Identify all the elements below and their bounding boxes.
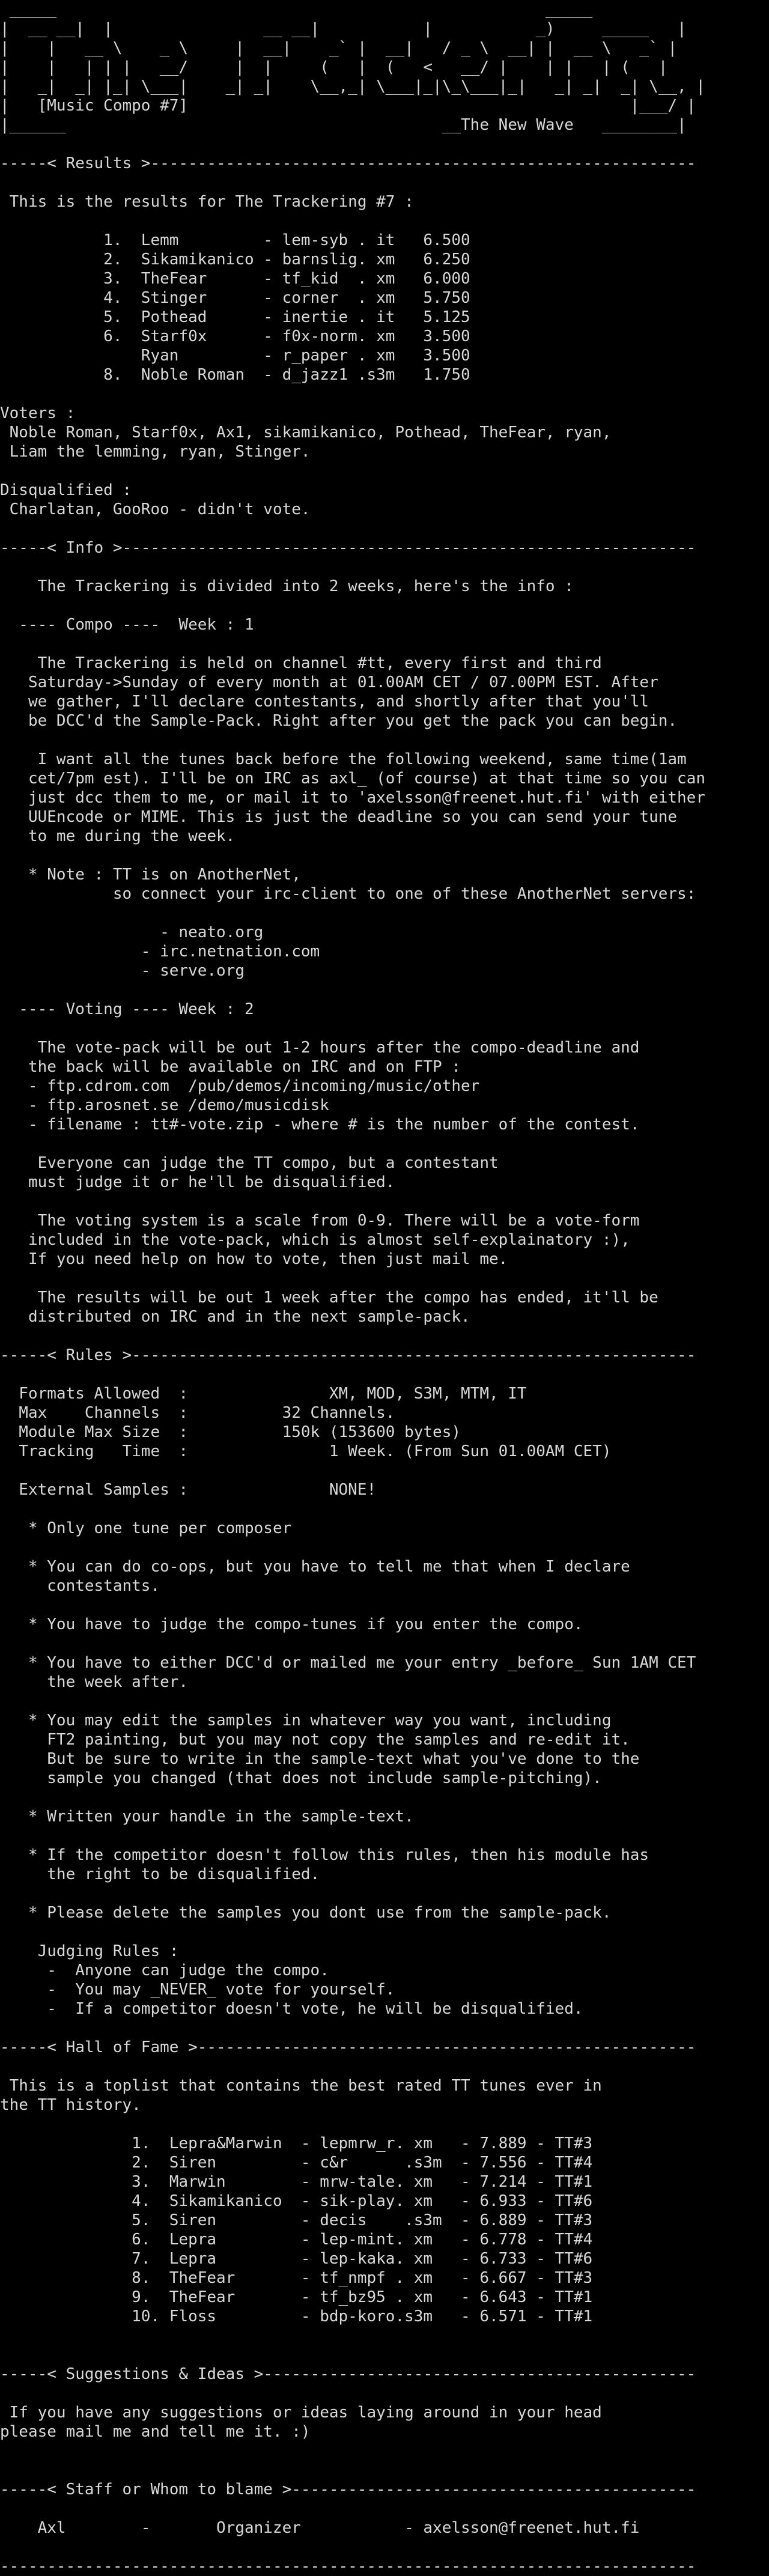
text-line <box>0 1788 769 1807</box>
text-line <box>0 904 769 923</box>
text-line: the right to be disqualified. <box>0 1865 320 1883</box>
text-line: If you have any suggestions or ideas laying around in your head <box>0 2404 602 2422</box>
text-line <box>0 2057 769 2076</box>
text-line: Formats Allowed : XM, MOD, S3M, MTM, IT <box>0 1385 527 1403</box>
text-line: Module Max Size : 150k (153600 bytes) <box>0 1423 461 1441</box>
text-line <box>0 2441 769 2461</box>
text-line: 9. TheFear - tf_bz95 . xm - 6.643 - TT#1 <box>0 2288 593 2306</box>
text-line <box>0 557 769 577</box>
text-line: 5. Pothead - inertie . it 5.125 <box>0 308 470 326</box>
text-line <box>0 1538 769 1557</box>
text-line: Axl - Organizer - axelsson@freenet.hut.fi <box>0 2519 640 2537</box>
text-line: Everyone can judge the TT compo, but a contestant <box>0 1154 499 1172</box>
text-line: - You may _NEVER_ vote for yourself. <box>0 1981 395 1999</box>
text-line: 3. Marwin - mrw-tale. xm - 7.214 - TT#1 <box>0 2173 593 2191</box>
text-line: | [Music Compo #7] |___/ | <box>0 97 696 115</box>
text-line: Disqualified : <box>0 481 132 499</box>
text-line <box>0 1269 769 1288</box>
text-line <box>0 2019 769 2038</box>
text-line: - filename : tt#-vote.zip - where # is the number of the contest. <box>0 1116 640 1134</box>
text-line: - Anyone can judge the compo. <box>0 1961 329 1979</box>
text-line: But be sure to write in the sample-text what you've done to the <box>0 1750 640 1768</box>
text-line: Noble Roman, Starf0x, Ax1, sikamikanico, Pothead, TheFear, ryan, <box>0 424 612 442</box>
text-line: _____ _____ <box>0 1 593 19</box>
text-line: * You have to judge the compo-tunes if you enter the compo. <box>0 1615 583 1633</box>
text-line <box>0 1019 769 1038</box>
text-line: Tracking Time : 1 Week. (From Sun 01.00AM CET) <box>0 1442 612 1460</box>
text-line: contestants. <box>0 1577 160 1595</box>
text-line: -------------------------------------------------------------------------- <box>0 2557 696 2575</box>
text-line: we gather, I'll declare contestants, and shortly after that you'll <box>0 693 649 711</box>
text-line: included in the vote-pack, which is almost self-explainatory :), <box>0 1231 630 1249</box>
text-line: * Written your handle in the sample-text. <box>0 1808 414 1826</box>
text-line: to me during the week. <box>0 827 236 845</box>
text-line <box>0 1922 769 1942</box>
text-line: Voters : <box>0 404 76 422</box>
text-line: | __ __| | __ __| | _) _____ | <box>0 20 687 38</box>
text-line: UUEncode or MIME. This is just the deadline so you can send your tune <box>0 808 678 826</box>
text-line: please mail me and tell me it. :) <box>0 2423 311 2441</box>
text-line: -----< Staff or Whom to blame >------------------------------------------- <box>0 2480 696 2499</box>
text-line: Liam the lemming, ryan, Stinger. <box>0 443 311 461</box>
text-line <box>0 135 769 154</box>
text-line: I want all the tunes back before the following weekend, same time(1am <box>0 750 687 768</box>
text-line: * You can do co-ops, but you have to tell me that when I declare <box>0 1558 630 1576</box>
text-line: be DCC'd the Sample-Pack. Right after you get the pack you can begin. <box>0 712 678 730</box>
text-line <box>0 596 769 615</box>
text-line: 3. TheFear - tf_kid . xm 6.000 <box>0 270 470 288</box>
text-line: This is the results for The Trackering #7 : <box>0 193 414 211</box>
text-line: must judge it or he'll be disqualified. <box>0 1173 395 1191</box>
text-line: 4. Stinger - corner . xm 5.750 <box>0 289 470 307</box>
text-line: 8. TheFear - tf_nmpf . xm - 6.667 - TT#3 <box>0 2269 593 2287</box>
text-line <box>0 846 769 865</box>
text-line: 6. Starf0x - f0x-norm. xm 3.500 <box>0 327 470 345</box>
text-line: |______ __The New Wave ________| <box>0 116 687 134</box>
text-line: * Note : TT is on AnotherNet, <box>0 866 301 884</box>
text-line <box>0 1192 769 1211</box>
text-line <box>0 2115 769 2134</box>
text-line <box>0 1692 769 1711</box>
text-line <box>0 1326 769 1346</box>
text-line: 7. Lepra - lep-kaka. xm - 6.733 - TT#6 <box>0 2250 593 2268</box>
text-line: 2. Sikamikanico - barnslig. xm 6.250 <box>0 251 470 269</box>
text-line: 1. Lemm - lem-syb . it 6.500 <box>0 231 470 249</box>
text-line: - neato.org <box>0 923 264 941</box>
text-line: Saturday->Sunday of every month at 01.00AM CET / 07.00PM EST. After <box>0 673 658 691</box>
text-line: 4. Sikamikanico - sik-play. xm - 6.933 - TT#6 <box>0 2192 593 2210</box>
text-line: 8. Noble Roman - d_jazz1 .s3m 1.750 <box>0 366 470 384</box>
text-line <box>0 1461 769 1480</box>
text-line: 5. Siren - decis .s3m - 6.889 - TT#3 <box>0 2211 593 2229</box>
text-line: External Samples : NONE! <box>0 1481 377 1499</box>
text-line: - If a competitor doesn't vote, he will be disqualified. <box>0 2000 583 2018</box>
text-line: The results will be out 1 week after the compo has ended, it'll be <box>0 1289 658 1307</box>
text-line: This is a toplist that contains the best rated TT tunes ever in <box>0 2077 602 2095</box>
text-line: -----< Rules >------------------------------------------------------------ <box>0 1346 696 1364</box>
text-line <box>0 1499 769 1519</box>
text-line: Max Channels : 32 Channels. <box>0 1404 395 1422</box>
text-line: Charlatan, GooRoo - didn't vote. <box>0 500 311 518</box>
text-line <box>0 2384 769 2403</box>
text-line: If you need help on how to vote, then just mail me. <box>0 1250 508 1268</box>
text-line: -----< Results >---------------------------------------------------------- <box>0 154 696 172</box>
text-line: - ftp.cdrom.com /pub/demos/incoming/music/other <box>0 1077 480 1095</box>
text-line: -----< Info >------------------------------------------------------------- <box>0 539 696 557</box>
text-line: sample you changed (that does not include sample-pitching). <box>0 1769 602 1787</box>
text-line <box>0 2538 769 2557</box>
text-line: distributed on IRC and in the next sample-pack. <box>0 1308 470 1326</box>
text-line: cet/7pm est). I'll be on IRC as axl_ (of course) at that time so you can <box>0 770 705 788</box>
text-line <box>0 731 769 750</box>
text-line: The Trackering is held on channel #tt, every first and third <box>0 654 602 672</box>
text-line: the week after. <box>0 1673 189 1691</box>
text-line: ---- Compo ---- Week : 1 <box>0 616 254 634</box>
text-line: the back will be available on IRC and on FTP : <box>0 1058 461 1076</box>
text-line: the TT history. <box>0 2096 141 2114</box>
text-line <box>0 2326 769 2345</box>
text-line: - irc.netnation.com <box>0 943 320 961</box>
text-line: Ryan - r_paper . xm 3.500 <box>0 347 470 365</box>
text-line: * Only one tune per composer <box>0 1519 292 1537</box>
text-line: | _| _| |_| \___| _| _| \__,_| \___|_|\_\___|_| _| _| _| \__, | <box>0 77 705 96</box>
text-line: * If the competitor doesn't follow this rules, then his module has <box>0 1846 649 1864</box>
text-line: The vote-pack will be out 1-2 hours after the compo-deadline and <box>0 1039 640 1057</box>
text-line: 2. Siren - c&r .s3m - 7.556 - TT#4 <box>0 2154 593 2172</box>
text-line: Judging Rules : <box>0 1942 179 1960</box>
text-line: just dcc them to me, or mail it to 'axelsson@freenet.hut.fi' with either <box>0 789 705 807</box>
text-line <box>0 2499 769 2518</box>
text-line: so connect your irc-client to one of these AnotherNet servers: <box>0 885 696 903</box>
text-line <box>0 1134 769 1153</box>
text-line <box>0 634 769 654</box>
text-line: -----< Hall of Fame >----------------------------------------------------- <box>0 2038 696 2056</box>
text-line <box>0 461 769 481</box>
text-line: ---- Voting ---- Week : 2 <box>0 1000 254 1018</box>
text-line: - serve.org <box>0 962 245 980</box>
text-line <box>0 384 769 404</box>
text-line <box>0 980 769 1000</box>
text-line: FT2 painting, but you may not copy the samples and re-edit it. <box>0 1731 630 1749</box>
text-line <box>0 173 769 192</box>
text-line <box>0 1634 769 1653</box>
text-line: -----< Suggestions & Ideas >---------------------------------------------- <box>0 2365 696 2383</box>
text-line <box>0 2461 769 2480</box>
text-line <box>0 1884 769 1903</box>
text-line: * Please delete the samples you dont use from the sample-pack. <box>0 1904 612 1922</box>
text-line: 10. Floss - bdp-koro.s3m - 6.571 - TT#1 <box>0 2307 593 2325</box>
text-line <box>0 211 769 231</box>
text-line: 6. Lepra - lep-mint. xm - 6.778 - TT#4 <box>0 2231 593 2249</box>
text-line <box>0 1826 769 1845</box>
text-line <box>0 2345 769 2365</box>
text-line <box>0 519 769 538</box>
text-line: * You may edit the samples in whatever way you want, including <box>0 1712 612 1730</box>
text-line: * You have to either DCC'd or mailed me your entry _before_ Sun 1AM CET <box>0 1654 696 1672</box>
text-line: - ftp.arosnet.se /demo/musicdisk <box>0 1096 329 1114</box>
text-line: The voting system is a scale from 0-9. There will be a vote-form <box>0 1212 640 1230</box>
text-line: The Trackering is divided into 2 weeks, here's the info : <box>0 577 574 595</box>
text-line: | | | | | __/ | | ( | ( < __/ | | | | ( | <box>0 58 668 76</box>
text-line <box>0 1596 769 1615</box>
text-line: | | __ \ _ \ | __| _` | __| / _ \ __| | __ \ _` | <box>0 39 678 57</box>
text-line: 1. Lepra&Marwin - lepmrw_r. xm - 7.889 - TT#3 <box>0 2134 593 2152</box>
text-line <box>0 1365 769 1384</box>
